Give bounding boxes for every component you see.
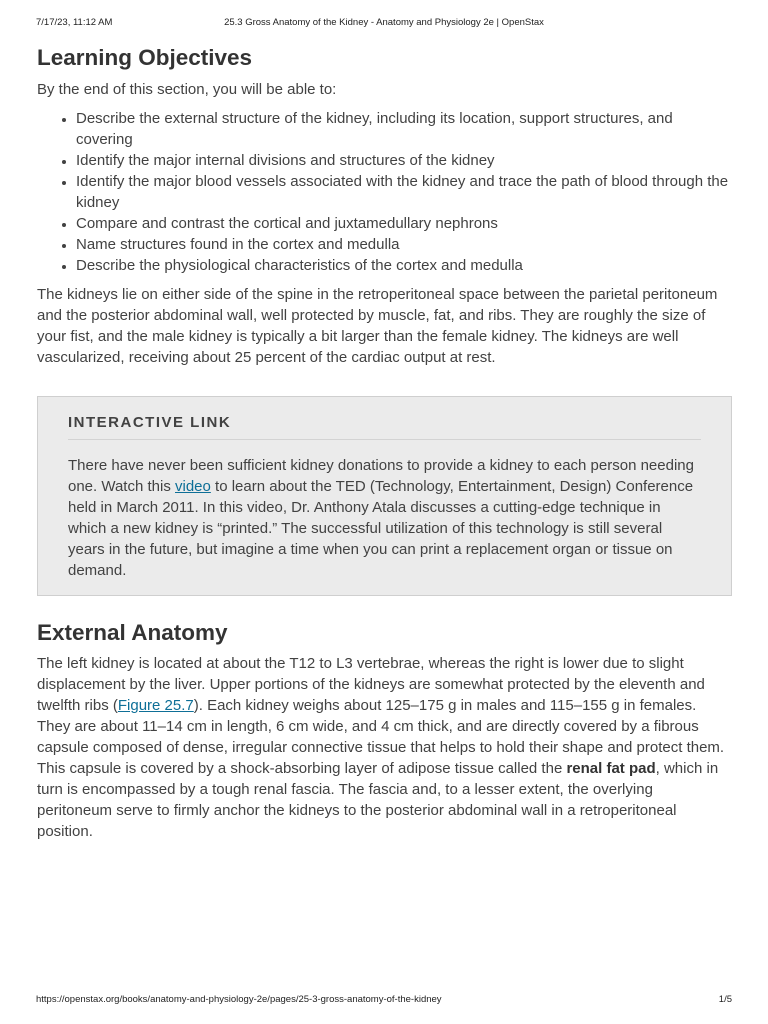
objective-item: • Describe the physiological characteristics of the cortex and medulla [76, 255, 732, 276]
page-number: 1/5 [718, 994, 732, 1005]
external-anatomy-paragraph [37, 653, 732, 842]
external-anatomy-text-1: The left kidney is located at about the T12 to L3 vertebrae, whereas the right is lower due to slight displacement by the liver. Upper portions of the kidneys are somewhat protected by the eleventh and twelfth ribs ( [37, 655, 705, 714]
figure-25-7-link[interactable]: Figure 25.7 [117, 697, 194, 714]
objective-item: • Identify the major internal divisions and structures of the kidney [76, 150, 732, 171]
interactive-link-box [37, 396, 732, 596]
print-page-title: 25.3 Gross Anatomy of the Kidney - Anatomy and Physiology 2e | OpenStax [224, 17, 544, 28]
page-url: https://openstax.org/books/anatomy-and-physiology-2e/pages/25-3-gross-anatomy-of-the-kidney [36, 994, 442, 1005]
external-anatomy-heading: External Anatomy [37, 620, 228, 645]
objective-item: • Name structures found in the cortex and medulla [76, 234, 732, 255]
interactive-link-text-after: to learn about the TED (Technology, Entertainment, Design) Conference held in March 2011. In this video, Dr. Anthony Atala discusses a cutting-edge technique in which a new kidney is “printed.” The successful utilization of this technology is still several years in the future, but imagine a time when you can print a replacement organ or tissue on demand. [68, 478, 694, 579]
print-date: 7/17/23, 11:12 AM [36, 17, 113, 28]
learning-objectives-list [37, 108, 732, 276]
video-link[interactable]: video [175, 478, 211, 495]
objective-item: • Describe the external structure of the kidney, including its location, support structures, and covering [76, 108, 732, 150]
learning-objectives-heading: Learning Objectives [37, 45, 253, 70]
external-anatomy-text-2: ). Each kidney weighs about 125–175 g in males and 115–155 g in females. They are about 11–14 cm in length, 6 cm wide, and 4 cm thick, and are directly covered by a fibrous capsule composed of dense, irregular connective tissue that helps to hold their shape and protect them. This capsule is covered by a shock-absorbing layer of adipose tissue called the [37, 697, 725, 777]
interactive-link-text-before: There have never been sufficient kidney donations to provide a kidney to each person needing one. Watch this [68, 457, 694, 495]
interactive-link-text [68, 455, 701, 581]
page-content [37, 43, 732, 842]
objective-item: • Identify the major blood vessels associated with the kidney and trace the path of blood through the kidney [76, 171, 732, 213]
intro-paragraph: The kidneys lie on either side of the spine in the retroperitoneal space between the parietal peritoneum and the posterior abdominal wall, well protected by muscle, fat, and ribs. They are roughly the size of your fist, and the male kidney is typically a bit larger than the female kidney. The kidneys are well vascularized, receiving about 25 percent of the cardiac output at rest. [37, 286, 718, 366]
objective-item: • Compare and contrast the cortical and juxtamedullary nephrons [76, 213, 732, 234]
renal-fat-pad-term: renal fat pad [566, 760, 656, 777]
external-anatomy-text-3: , which in turn is encompassed by a tough renal fascia. The fascia and, to a lesser extent, the overlying peritoneum serve to firmly anchor the kidneys to the posterior abdominal wall in a retroperitoneal position. [37, 760, 719, 840]
interactive-link-title: INTERACTIVE LINK [68, 411, 701, 440]
learning-objectives-intro: By the end of this section, you will be able to: [37, 81, 337, 98]
